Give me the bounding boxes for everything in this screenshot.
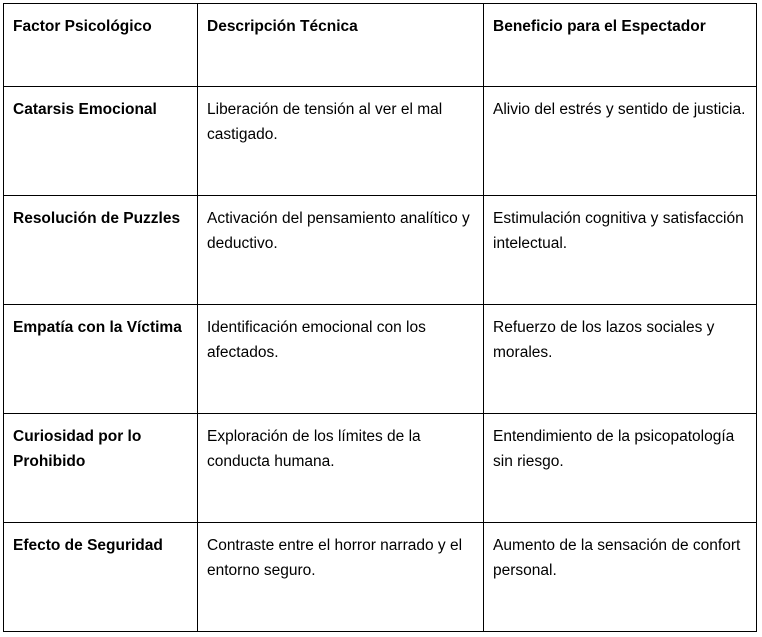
factor-cell: Empatía con la Víctima <box>4 305 198 414</box>
description-cell: Identificación emocional con los afectados. <box>198 305 484 414</box>
factor-cell: Resolución de Puzzles <box>4 196 198 305</box>
benefit-cell: Aumento de la sensación de confort personal. <box>484 523 757 632</box>
description-cell: Liberación de tensión al ver el mal castigado. <box>198 87 484 196</box>
table-row <box>4 196 757 305</box>
table-header-row <box>4 4 757 87</box>
header-benefit: Beneficio para el Espectador <box>484 4 757 87</box>
table-row <box>4 305 757 414</box>
factor-cell: Catarsis Emocional <box>4 87 198 196</box>
benefit-cell: Entendimiento de la psicopatología sin riesgo. <box>484 414 757 523</box>
description-cell: Activación del pensamiento analítico y deductivo. <box>198 196 484 305</box>
header-factor: Factor Psicológico <box>4 4 198 87</box>
benefit-cell: Alivio del estrés y sentido de justicia. <box>484 87 757 196</box>
description-cell: Contraste entre el horror narrado y el entorno seguro. <box>198 523 484 632</box>
header-description: Descripción Técnica <box>198 4 484 87</box>
description-cell: Exploración de los límites de la conducta humana. <box>198 414 484 523</box>
benefit-cell: Refuerzo de los lazos sociales y morales. <box>484 305 757 414</box>
psychological-factors-table <box>3 3 757 632</box>
benefit-cell: Estimulación cognitiva y satisfacción intelectual. <box>484 196 757 305</box>
table-row <box>4 414 757 523</box>
factor-cell: Efecto de Seguridad <box>4 523 198 632</box>
table-row <box>4 523 757 632</box>
factor-cell: Curiosidad por lo Prohibido <box>4 414 198 523</box>
table-row <box>4 87 757 196</box>
